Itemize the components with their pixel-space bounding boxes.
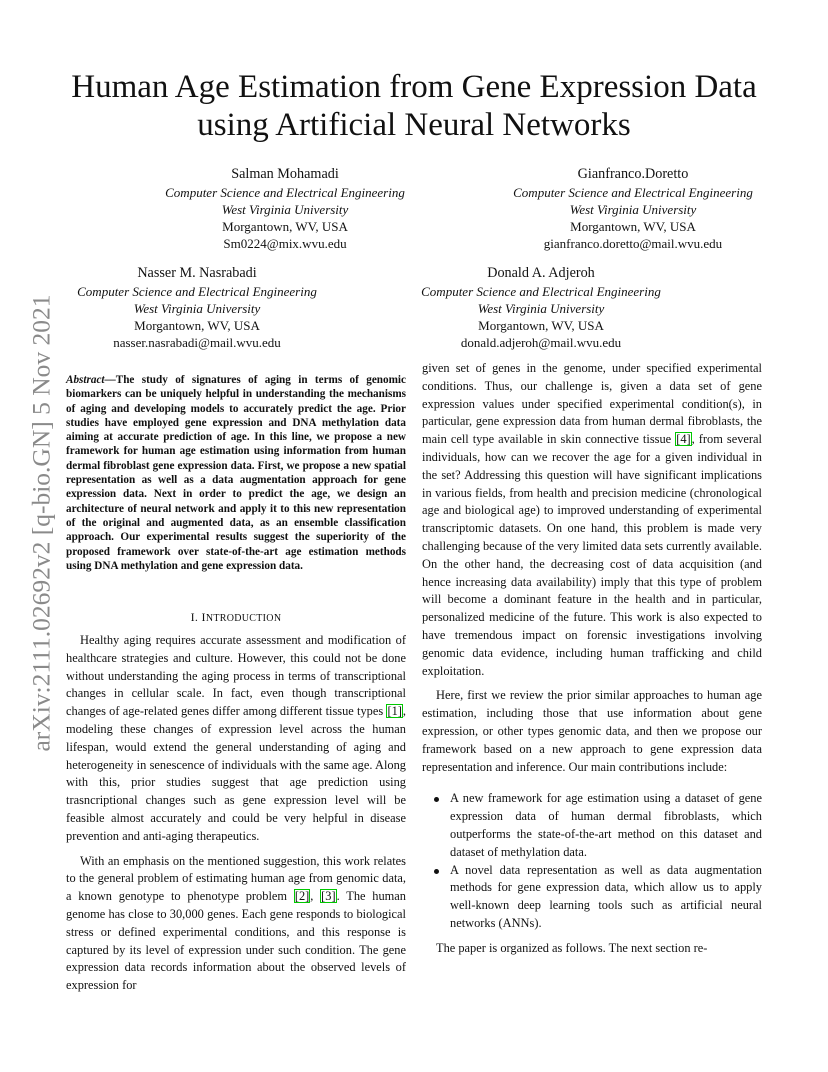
paper-title — [60, 68, 768, 144]
author-university: West Virginia University — [569, 202, 697, 217]
author-university: West Virginia University — [221, 202, 349, 217]
list-item — [422, 790, 762, 861]
abstract-label: Abstract — [66, 374, 105, 386]
arxiv-stamp-text: arXiv:2111.02692v2 [q-bio.GN] 5 Nov 2021 — [27, 293, 56, 752]
author-university: West Virginia University — [477, 301, 605, 316]
text-run: given set of genes in the genome, under specified experimental conditions. Thus, our challenge is, given a data set of gene expression values under specified experimental condition(s), in particular, gene expression data from human dermal fibroblasts, the main cell type available in skin connective tissue — [422, 361, 762, 447]
text-run: Healthy aging requires accurate assessment and modification of healthcare strategies and culture. However, this could not be done without understanding the aging process in terms of transcriptional changes in cellular scale. In fact, even though transcriptional changes of age-related genes differ among different tissue types — [66, 633, 406, 719]
author-dept: Computer Science and Electrical Engineering — [421, 284, 661, 299]
author-block-1 — [130, 165, 440, 252]
author-name: Donald A. Adjeroh — [487, 265, 595, 281]
bullet-icon — [434, 797, 439, 802]
author-block-2 — [478, 165, 788, 252]
citation-link[interactable]: [2] — [294, 889, 310, 904]
author-block-4 — [386, 264, 696, 351]
section-numeral: I. — [190, 610, 202, 624]
author-dept: Computer Science and Electrical Engineering — [77, 284, 317, 299]
intro-paragraph-3 — [422, 360, 762, 680]
list-item — [422, 862, 762, 933]
contributions-list — [422, 790, 762, 932]
author-email: nasser.nasrabadi@mail.wvu.edu — [113, 335, 281, 350]
intro-paragraph-1 — [66, 632, 406, 846]
bullet-icon — [434, 869, 439, 874]
author-block-3 — [42, 264, 352, 351]
text-run: . The human genome has close to 30,000 genes. Each gene responds to biological stress or defined experimental conditions, and this response is captured by its level of expression under such condition. The gene expression data records information about the observed levels of expression for — [66, 889, 407, 993]
left-column — [66, 632, 406, 995]
text-run: , modeling these changes of expression level across the human lifespan, would extend the general understanding of aging and heterogeneity in senescence of individuals with the same age. Along with this, prior studies suggest that age prediction using trasncriptional changes such as gene expression level will be feasible almost accurately and could be very helpful in disease prevention and anti-aging therapeutics. — [66, 704, 406, 843]
abstract-text: —The study of signatures of aging in terms of genomic biomarkers can be uniquely helpful in understanding the mechanisms of aging and developing models to accurately predict the age. Prior studies have employed gene expression and DNA methylation data aiming at accurate prediction of age. In this line, we propose a new framework for human age estimation using information from human dermal fibroblast gene expression data. First, we propose a new spatial representation as well as a data augmentation approach for gene expression data. Next in order to predict the age, we design an architecture of neural network and apply it to this new representation of the original and augmented data, as an ensemble classification approach. Our experimental results suggest the superiority of the proposed framework over state-of-the-art age estimation methods using DNA methylation and gene expression data. — [66, 374, 406, 572]
author-email: Sm0224@mix.wvu.edu — [223, 236, 347, 251]
intro-paragraph-4: Here, first we review the prior similar approaches to human age estimation, including those that use information about gene expression, or other types genomic data, and then we propose our framework based on a new approach to gene expression data representation and inference. Our main contributions include: — [422, 688, 762, 774]
title-line-1: Human Age Estimation from Gene Expression Data — [71, 69, 757, 105]
text-run: , — [310, 889, 314, 904]
author-university: West Virginia University — [133, 301, 261, 316]
citation-link[interactable]: [4] — [676, 432, 691, 447]
author-name: Gianfranco.Doretto — [577, 166, 689, 182]
author-city: Morgantown, WV, USA — [134, 318, 260, 333]
intro-paragraph-2 — [66, 853, 406, 995]
section-first-letter: I — [201, 610, 206, 624]
author-email: gianfranco.doretto@mail.wvu.edu — [543, 236, 723, 251]
list-item-text: A new framework for age estimation using a dataset of gene expression data of human dermal fibroblasts, which outperforms the state-of-the-art method on this dataset and dataset of methylation data. — [450, 791, 762, 859]
author-city: Morgantown, WV, USA — [570, 219, 696, 234]
author-name: Salman Mohamadi — [231, 166, 339, 182]
section-heading-introduction — [66, 609, 406, 627]
author-dept: Computer Science and Electrical Engineering — [165, 185, 405, 200]
section-title-rest: NTRODUCTION — [205, 613, 282, 624]
citation-link[interactable]: [3] — [321, 889, 336, 904]
author-city: Morgantown, WV, USA — [478, 318, 604, 333]
abstract — [66, 373, 406, 573]
right-column — [422, 360, 762, 958]
author-dept: Computer Science and Electrical Engineering — [513, 185, 753, 200]
author-city: Morgantown, WV, USA — [222, 219, 348, 234]
intro-paragraph-5: The paper is organized as follows. The next section re- — [436, 940, 708, 955]
title-line-2: using Artificial Neural Networks — [197, 107, 631, 143]
list-item-text: A novel data representation as well as data augmentation methods for gene expression data, which allow us to apply well-known deep learning tools such as artificial neural networks (ANNs). — [450, 862, 762, 930]
author-name: Nasser M. Nasrabadi — [137, 265, 257, 281]
text-run: , from several individuals, how can we recover the age for a given individual in the set? Addressing this question will have significant implications in various fields, from health and precision medicine (chronological age and biological age) to improved understanding of experimental transcriptomic datasets. On one hand, this problem is made very challenging because of the very limited data sets currently available. On the other hand, the decreasing cost of data acquisition (and hence increasing data availability) imply that this type of problem will become a dominant feature in the health and in particular, personalized medicine of the future. This work is also expected to have tremendous impact on forensic investigations involving genomic data evidence, including human trafficking and child exploitation. — [422, 432, 763, 678]
text-run: With an emphasis on the mentioned suggestion, this work relates to the general problem of estimating human age from genomic data, a known genotype to phenotype problem — [66, 853, 406, 904]
author-email: donald.adjeroh@mail.wvu.edu — [460, 335, 622, 350]
citation-link[interactable]: [1] — [387, 704, 402, 719]
